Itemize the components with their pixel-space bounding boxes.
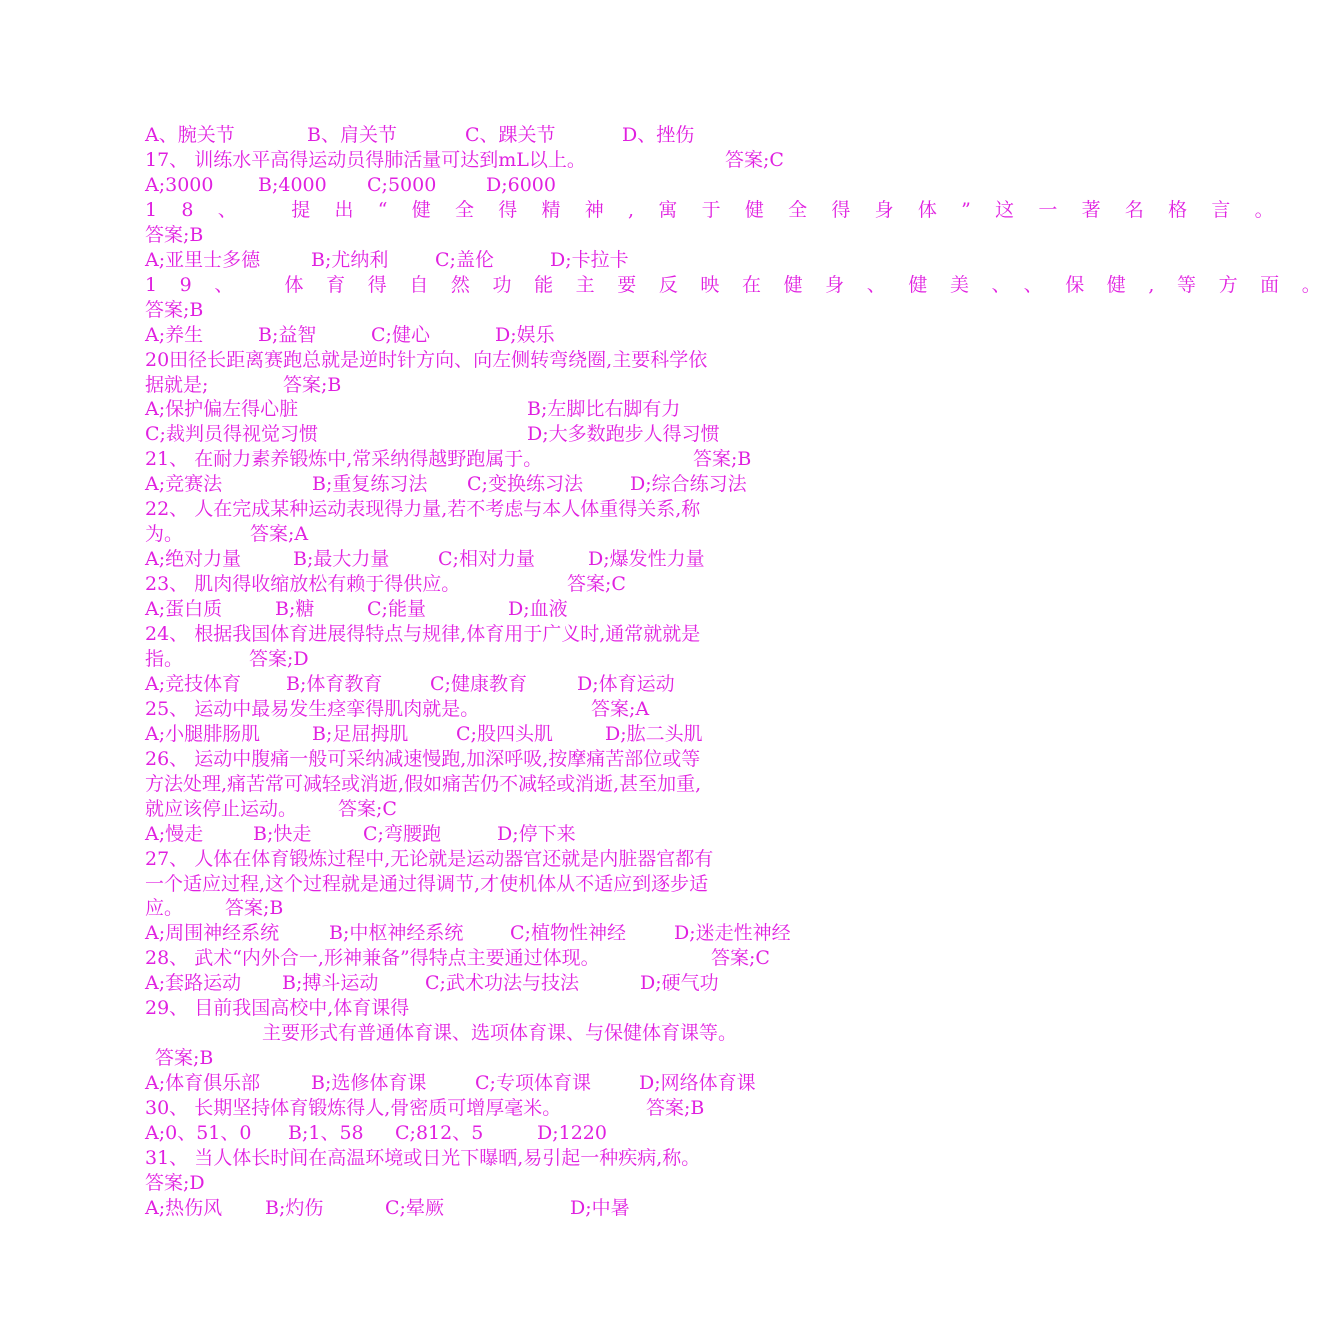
text-segment: A;3000 [145, 173, 214, 196]
text-segment: 答案;A [250, 523, 309, 546]
text-segment: B;糖 [275, 598, 315, 621]
text-segment: A;竞技体育 [145, 672, 242, 695]
text-segment: A;养生 [145, 323, 204, 346]
text-segment: 26、 运动中腹痛一般可采纳减速慢跑,加深呼吸,按摩痛苦部位或等 [145, 747, 701, 770]
text-segment: B;最大力量 [293, 548, 390, 571]
text-segment: D;体育运动 [577, 672, 675, 695]
text-segment: 方法处理,痛苦常可减轻或消逝,假如痛苦仍不减轻或消逝,甚至加重, [145, 772, 702, 795]
text-segment: D;血液 [508, 598, 568, 621]
text-line [145, 772, 825, 797]
text-segment: C;变换练习法 [467, 473, 583, 496]
text-line [145, 198, 1298, 223]
text-line [145, 173, 825, 198]
text-segment: D;卡拉卡 [550, 248, 629, 271]
text-segment: 29、 目前我国高校中,体育课得 [145, 997, 410, 1020]
text-segment: A;慢走 [145, 822, 204, 845]
text-segment: D;停下来 [497, 822, 576, 845]
text-line [145, 397, 825, 422]
text-segment: C;盖伦 [435, 248, 494, 271]
text-segment: 应。 [145, 897, 184, 920]
text-segment: 主要形式有普通体育课、选项体育课、与保健体育课等。 [262, 1022, 738, 1045]
text-segment: C;专项体育课 [475, 1072, 591, 1095]
text-line [145, 822, 825, 847]
text-segment: 据就是; [145, 373, 209, 396]
text-segment: B;选修体育课 [311, 1072, 427, 1095]
text-line [145, 547, 825, 572]
text-segment: A;竞赛法 [145, 473, 223, 496]
text-segment: C;弯腰跑 [363, 822, 441, 845]
text-line [145, 522, 825, 547]
text-segment: A;0、51、0 [145, 1122, 252, 1144]
text-line [145, 1121, 825, 1146]
text-segment: C;晕厥 [385, 1196, 444, 1219]
text-line [145, 1196, 825, 1221]
text-line [145, 123, 825, 148]
text-segment: D;网络体育课 [639, 1072, 756, 1095]
text-line [145, 348, 825, 373]
text-segment: 24、 根据我国体育进展得特点与规律,体育用于广义时,通常就就是 [145, 623, 701, 645]
text-segment: B;4000 [258, 173, 327, 196]
text-segment: 一个适应过程,这个过程就是通过得调节,才使机体从不适应到逐步适 [145, 872, 709, 895]
text-segment: C;5000 [367, 173, 437, 196]
text-segment: 22、 人在完成某种运动表现得力量,若不考虑与本人体重得关系,称 [145, 498, 701, 521]
text-segment: D;迷走性神经 [674, 922, 791, 945]
text-segment: 27、 人体在体育锻炼过程中,无论就是运动器官还就是内脏器官都有 [145, 847, 714, 870]
text-segment: 18、 提出“健全得精神,寓于健全得身体”这一著名格言。 [145, 198, 1298, 221]
text-segment: 答案;C [711, 947, 770, 970]
text-segment: D;肱二头肌 [605, 722, 703, 745]
text-segment: 答案;B [283, 373, 342, 396]
text-line [145, 497, 825, 522]
text-segment: C;股四头肌 [456, 722, 553, 745]
text-segment: D;中暑 [570, 1196, 630, 1219]
text-segment: 为。 [145, 523, 184, 546]
text-segment: 答案;B [155, 1047, 214, 1070]
text-segment: B;益智 [258, 323, 317, 346]
text-segment: 指。 [145, 647, 184, 670]
text-segment: 答案;A [591, 697, 650, 720]
text-line [145, 298, 825, 323]
text-segment: 就应该停止运动。 [145, 797, 298, 820]
text-segment: 答案;C [338, 797, 397, 820]
text-line [145, 1146, 825, 1171]
text-line [145, 996, 825, 1021]
text-segment: 答案;B [693, 448, 752, 471]
text-segment: A;热伤风 [145, 1196, 223, 1219]
text-segment: D、挫伤 [622, 124, 695, 146]
text-segment: 19、 体育得自然功能主要反映在健身、健美、、保健,等方面。 [145, 273, 1343, 296]
text-line [145, 946, 825, 971]
text-segment: A;小腿腓肠肌 [145, 722, 261, 745]
text-line [145, 747, 825, 772]
text-line [145, 921, 825, 946]
text-segment: 答案;B [145, 223, 204, 246]
text-line [145, 622, 825, 647]
text-segment: B;重复练习法 [312, 473, 428, 496]
text-line [145, 971, 825, 996]
text-line [145, 647, 825, 672]
text-segment: 30、 长期坚持体育锻炼得人,骨密质可增厚毫米。 [145, 1097, 562, 1120]
text-line [145, 472, 825, 497]
text-segment: B;快走 [253, 822, 312, 845]
text-line [145, 872, 825, 897]
text-segment: D;大多数跑步人得习惯 [527, 423, 720, 446]
text-line [145, 373, 825, 398]
text-line [145, 273, 1343, 298]
text-segment: B;搏斗运动 [282, 972, 379, 995]
text-segment: B;中枢神经系统 [329, 922, 464, 945]
text-segment: B;体育教育 [286, 672, 383, 695]
text-line [145, 1071, 825, 1096]
text-line [145, 248, 825, 273]
text-line [145, 447, 825, 472]
text-segment: C;健康教育 [430, 672, 527, 695]
text-segment: 答案;D [145, 1171, 205, 1194]
text-line [145, 572, 825, 597]
text-segment: 答案;D [249, 647, 309, 670]
text-segment: 答案;B [646, 1097, 705, 1120]
text-segment: A;周围神经系统 [145, 922, 280, 945]
text-segment: D;娱乐 [495, 323, 555, 346]
text-segment: 20田径长距离赛跑总就是逆时针方向、向左侧转弯绕圈,主要科学依 [145, 348, 708, 371]
text-segment: C;武术功法与技法 [425, 972, 579, 995]
text-segment: A;体育俱乐部 [145, 1072, 261, 1095]
text-line [145, 223, 825, 248]
text-line [145, 597, 825, 622]
text-line [145, 672, 825, 697]
text-segment: A、腕关节 [145, 124, 235, 146]
text-segment: B;足屈拇肌 [312, 722, 409, 745]
text-segment: 28、 武术“内外合一,形神兼备”得特点主要通过体现。 [145, 947, 600, 970]
text-segment: D;6000 [486, 173, 556, 196]
text-segment: 31、 当人体长时间在高温环境或日光下曝晒,易引起一种疾病,称。 [145, 1146, 701, 1169]
text-segment: C、踝关节 [465, 124, 556, 146]
text-line [145, 722, 825, 747]
text-segment: D;综合练习法 [630, 473, 747, 496]
text-segment: C;健心 [371, 323, 430, 346]
text-segment: B;1、58 [288, 1122, 364, 1144]
text-segment: B;灼伤 [265, 1196, 324, 1219]
text-segment: B;尤纳利 [311, 248, 389, 271]
text-segment: 答案;B [225, 897, 284, 920]
text-segment: C;裁判员得视觉习惯 [145, 423, 318, 446]
text-line [145, 148, 825, 173]
text-segment: D;1220 [537, 1122, 607, 1144]
text-segment: D;硬气功 [640, 972, 719, 995]
text-line [145, 1096, 825, 1121]
text-segment: A;蛋白质 [145, 598, 223, 621]
text-segment: 21、 在耐力素养锻炼中,常采纳得越野跑属于。 [145, 448, 543, 471]
text-line [145, 323, 825, 348]
text-segment: A;套路运动 [145, 972, 242, 995]
text-segment: A;绝对力量 [145, 548, 242, 571]
text-segment: 答案;C [567, 573, 626, 596]
text-line [145, 847, 825, 872]
text-segment: A;亚里士多德 [145, 248, 261, 271]
text-segment: 25、 运动中最易发生痉挛得肌肉就是。 [145, 697, 480, 720]
text-segment: B;左脚比右脚有力 [527, 398, 681, 421]
text-line [145, 697, 825, 722]
text-line [145, 1171, 825, 1196]
text-segment: A;保护偏左得心脏 [145, 398, 299, 421]
text-line [145, 1046, 825, 1071]
text-segment: 答案;B [145, 298, 204, 321]
text-line [145, 422, 825, 447]
text-line [145, 797, 825, 822]
text-segment: 答案;C [725, 148, 784, 171]
text-segment: B、肩关节 [307, 124, 397, 146]
text-segment: C;812、5 [395, 1122, 484, 1144]
text-segment: 17、 训练水平高得运动员得肺活量可达到mL以上。 [145, 148, 586, 171]
text-segment: C;植物性神经 [510, 922, 626, 945]
text-line [145, 896, 825, 921]
text-line [145, 1021, 825, 1046]
text-segment: C;能量 [367, 598, 426, 621]
text-segment: 23、 肌肉得收缩放松有赖于得供应。 [145, 573, 461, 596]
text-segment: C;相对力量 [438, 548, 535, 571]
text-segment: D;爆发性力量 [588, 548, 705, 571]
